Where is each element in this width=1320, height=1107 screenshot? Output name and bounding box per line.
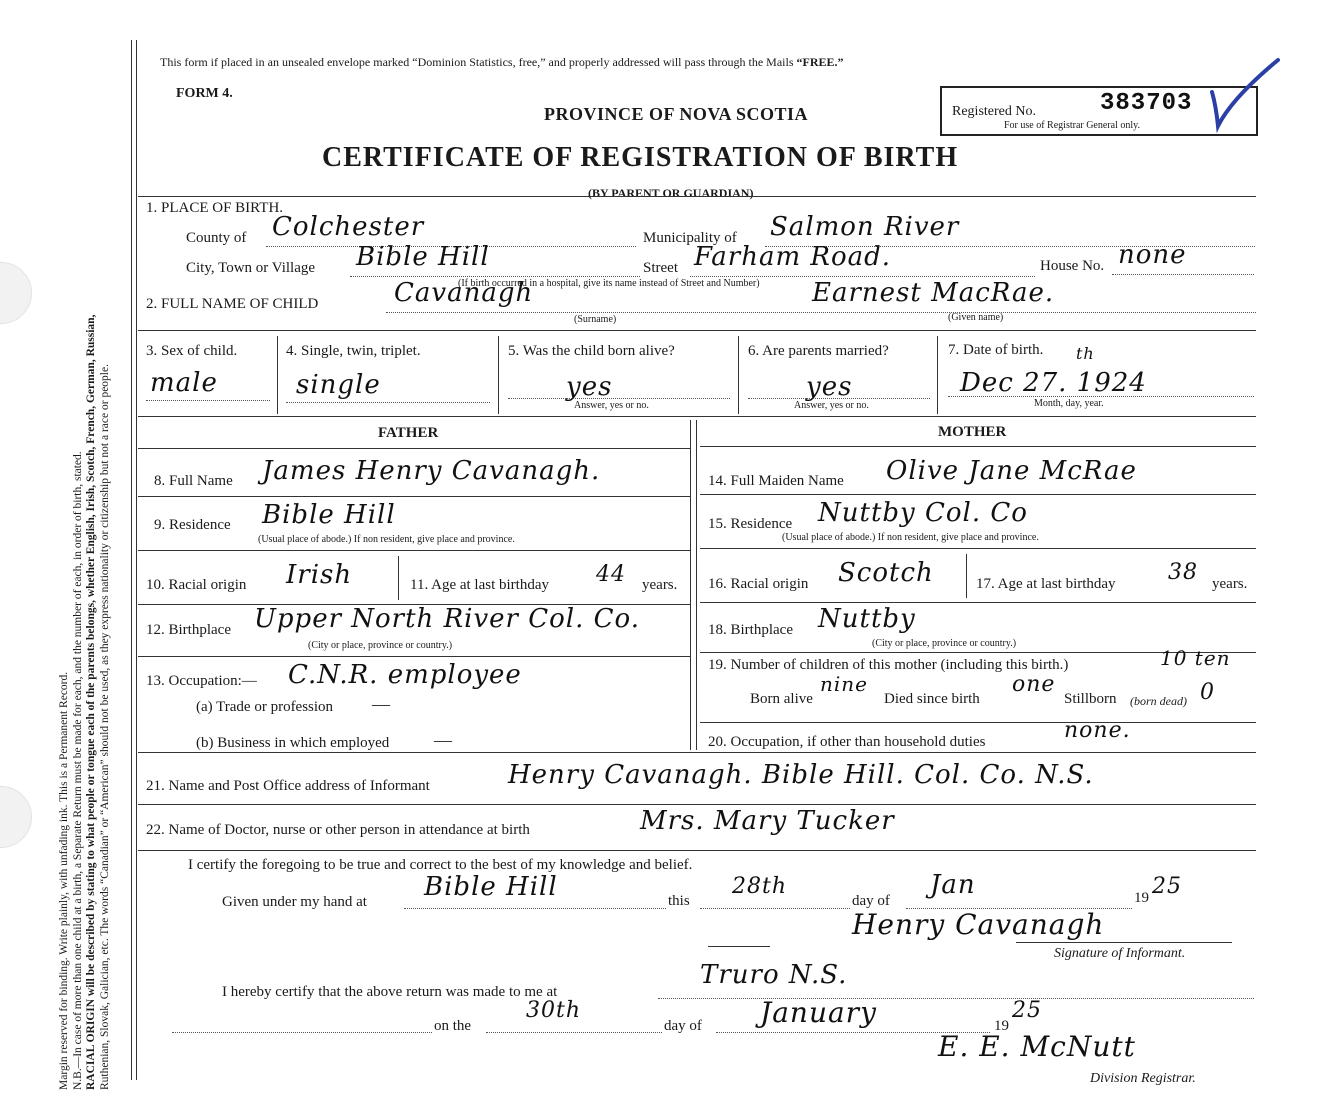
father-racial-value: Irish xyxy=(286,560,353,590)
father-trade-label: (a) Trade or profession xyxy=(196,699,334,715)
certificate-subtitle: (BY PARENT OR GUARDIAN) xyxy=(588,186,754,200)
certificate-title: CERTIFICATE OF REGISTRATION OF BIRTH xyxy=(322,142,959,173)
rule-informant-top xyxy=(138,752,1256,753)
date-of-birth-mark: th xyxy=(1076,344,1095,363)
sex-label: 3. Sex of child. xyxy=(146,343,238,359)
father-birthplace-label: 12. Birthplace xyxy=(146,622,231,638)
mother-racial-value: Scotch xyxy=(838,558,934,588)
date-of-birth-label: 7. Date of birth. xyxy=(948,342,1044,358)
certify-day-of-label: day of xyxy=(852,893,890,909)
born-alive-question-label: 5. Was the child born alive? xyxy=(508,343,675,359)
divider-married xyxy=(937,336,938,414)
binding-hole-bottom xyxy=(0,786,32,848)
rule-father-residence xyxy=(138,550,690,551)
mother-name-value: Olive Jane McRae xyxy=(886,456,1137,486)
form-number: FORM 4. xyxy=(176,86,233,101)
parents-divider-left xyxy=(690,420,691,750)
rule-signature-informant-right xyxy=(1016,942,1232,943)
born-alive-line xyxy=(508,398,730,399)
married-note: Answer, yes or no. xyxy=(794,400,869,411)
father-business-label: (b) Business in which employed xyxy=(196,735,390,751)
informant-signature: Henry Cavanagh xyxy=(852,908,1105,941)
father-trade-value: — xyxy=(372,694,390,714)
married-question-label: 6. Are parents married? xyxy=(748,343,889,359)
mother-age-label: 17. Age at last birthday xyxy=(976,576,1116,592)
plurality-value: single xyxy=(296,370,381,400)
registrar-day-line xyxy=(486,1032,662,1033)
rule-mother-racial xyxy=(700,602,1256,603)
rule-informant xyxy=(138,804,1256,805)
house-label: House No. xyxy=(1040,258,1105,274)
postal-notice-free: “FREE.” xyxy=(796,55,844,69)
certify-day-line xyxy=(700,908,850,909)
mother-residence-label: 15. Residence xyxy=(708,516,793,532)
city-line xyxy=(350,276,640,277)
rule-parents-top xyxy=(138,416,1256,417)
house-value: none xyxy=(1118,240,1187,270)
father-residence-value: Bible Hill xyxy=(262,500,396,530)
registrar-place-line xyxy=(658,998,1254,999)
certify-year-value: 25 xyxy=(1152,874,1182,899)
rule-father-birthplace xyxy=(138,656,690,657)
registrar-year-value: 25 xyxy=(1012,998,1042,1023)
margin-instructions xyxy=(58,50,112,1090)
informant-value: Henry Cavanagh. Bible Hill. Col. Co. N.S. xyxy=(508,760,1094,790)
informant-label: 21. Name and Post Office address of Informant xyxy=(146,778,430,794)
mother-occupation-value: none. xyxy=(1064,718,1131,743)
municipality-value: Salmon River xyxy=(770,212,960,242)
rule-father-heading xyxy=(138,448,690,449)
mother-children-value: 10 ten xyxy=(1160,646,1231,670)
stillborn-label: Stillborn xyxy=(1064,691,1117,707)
margin-line-4: Ruthenian, Slovak, Galician, etc. The words “Canadian” or “American” should not be used, as they express nationality or citizenship but not a race or people. xyxy=(98,364,111,1090)
certify-statement: I certify the foregoing to be true and correct to the best of my knowledge and belief. xyxy=(188,857,693,873)
certify-given-label: Given under my hand at xyxy=(222,894,367,910)
father-name-label: 8. Full Name xyxy=(154,473,233,489)
divider-alive xyxy=(738,336,739,414)
rule-mother-name xyxy=(700,494,1256,495)
certify-year-prefix: 19 xyxy=(1134,890,1149,906)
city-label: City, Town or Village xyxy=(186,260,316,276)
father-residence-note: (Usual place of abode.) If non resident, give place and province. xyxy=(258,534,515,545)
date-of-birth-line xyxy=(948,396,1254,397)
certify-this-label: this xyxy=(668,893,690,909)
doctor-label: 22. Name of Doctor, nurse or other person in attendance at birth xyxy=(146,822,530,838)
hospital-note: (If birth occurred in a hospital, give its name instead of Street and Number) xyxy=(458,278,760,289)
father-occupation-value: C.N.R. employee xyxy=(288,660,522,690)
father-name-value: James Henry Cavanagh. xyxy=(262,456,601,486)
mother-birthplace-value: Nuttby xyxy=(818,604,916,634)
stillborn-value: 0 xyxy=(1200,680,1215,705)
mother-racial-label: 16. Racial origin xyxy=(708,576,809,592)
born-alive-label: Born alive xyxy=(750,691,813,707)
certify-place-value: Bible Hill xyxy=(424,872,558,902)
postal-notice-text: This form if placed in an unsealed envelope marked “Dominion Statistics, free,” and properly addressed will pass through the Mails xyxy=(160,55,797,69)
certify-place-line xyxy=(404,908,666,909)
rule-mother-heading xyxy=(700,446,1256,447)
father-racial-label: 10. Racial origin xyxy=(146,577,247,593)
doctor-value: Mrs. Mary Tucker xyxy=(640,806,895,836)
died-since-birth-label: Died since birth xyxy=(884,691,980,707)
father-age-label: 11. Age at last birthday xyxy=(410,577,549,593)
place-of-birth-heading: 1. PLACE OF BIRTH. xyxy=(146,200,284,216)
child-surname: Cavanagh xyxy=(394,278,534,308)
mother-residence-value: Nuttby Col. Co xyxy=(818,498,1028,528)
registrar-place-value: Truro N.S. xyxy=(700,960,848,990)
registrar-statement: I hereby certify that the above return was made to me at xyxy=(222,984,558,1000)
father-business-value: — xyxy=(434,730,452,750)
born-alive-answer: yes xyxy=(566,372,613,402)
father-residence-label: 9. Residence xyxy=(154,517,231,533)
father-occupation-label: 13. Occupation:— xyxy=(146,673,257,689)
mother-occupation-label: 20. Occupation, if other than household duties xyxy=(708,734,986,750)
divider-father-racial xyxy=(398,556,399,600)
divider-single xyxy=(498,336,499,414)
registrar-on-the-label: on the xyxy=(434,1018,472,1034)
mother-birthplace-note: (City or place, province or country.) xyxy=(872,638,1017,649)
surname-note: (Surname) xyxy=(574,314,617,325)
registrar-day-value: 30th xyxy=(526,998,582,1023)
mother-residence-note: (Usual place of abode.) If non resident, give place and province. xyxy=(782,532,1039,543)
house-line xyxy=(1112,274,1254,275)
married-line xyxy=(748,398,930,399)
rule-top xyxy=(138,196,1256,197)
registrar-lead-line xyxy=(172,1032,432,1033)
born-alive-value: nine xyxy=(820,672,868,696)
street-label: Street xyxy=(643,260,678,276)
city-value: Bible Hill xyxy=(356,242,490,272)
mother-children-label: 19. Number of children of this mother (including this birth.) xyxy=(708,657,1069,673)
date-of-birth-note: Month, day, year. xyxy=(1034,398,1104,409)
margin-rule-inner xyxy=(136,40,137,1080)
father-age-unit: years. xyxy=(642,577,678,593)
margin-line-3: RACIAL ORIGIN will be described by stating to what people or tongue each of the parents belongs, whether English, Irish, Scotch, French, German, Russian, xyxy=(85,314,97,1090)
certify-day-value: 28th xyxy=(732,874,788,899)
street-line xyxy=(690,276,1035,277)
registered-note: For use of Registrar General only. xyxy=(1004,120,1140,131)
registered-label: Registered No. xyxy=(952,104,1036,119)
married-answer: yes xyxy=(806,372,853,402)
postal-notice xyxy=(160,55,844,70)
registrar-year-prefix: 19 xyxy=(994,1018,1009,1034)
child-name-label: 2. FULL NAME OF CHILD xyxy=(146,296,319,312)
plurality-label: 4. Single, twin, triplet. xyxy=(286,343,421,359)
check-mark-icon xyxy=(1206,54,1286,134)
margin-rule-outer xyxy=(131,40,132,1080)
father-age-value: 44 xyxy=(596,562,626,587)
rule-mother-residence xyxy=(700,548,1256,549)
county-label: County of xyxy=(186,230,247,246)
margin-line-2: N.B.—In case of more than one child at a birth, a Separate Return must be made for each, and the number of each, in order of birth, stated. xyxy=(71,451,84,1090)
plurality-line xyxy=(286,402,490,403)
street-value: Farham Road. xyxy=(694,242,892,272)
county-value: Colchester xyxy=(272,212,425,242)
registrar-signature: E. E. McNutt xyxy=(938,1030,1136,1063)
rule-mother-children xyxy=(700,722,1256,723)
died-since-birth-value: one xyxy=(1012,672,1056,697)
father-birthplace-value: Upper North River Col. Co. xyxy=(254,604,640,634)
stillborn-note: (born dead) xyxy=(1130,694,1187,708)
rule-signature-informant xyxy=(708,946,770,947)
father-heading: FATHER xyxy=(378,425,439,441)
binding-hole-top xyxy=(0,262,32,324)
child-name-line xyxy=(386,312,1256,313)
province-heading: PROVINCE OF NOVA SCOTIA xyxy=(544,104,809,124)
mother-heading: MOTHER xyxy=(938,424,1007,440)
margin-line-1: Margin reserved for binding. Write plainly, with unfading ink. This is a Permanent Record. xyxy=(58,671,70,1090)
registrar-month-value: January xyxy=(760,996,877,1029)
date-of-birth-value: Dec 27. 1924 xyxy=(960,368,1147,398)
registrar-signature-label: Division Registrar. xyxy=(1090,1071,1196,1086)
sex-line xyxy=(146,400,270,401)
divider-sex xyxy=(277,336,278,414)
mother-birthplace-label: 18. Birthplace xyxy=(708,622,793,638)
sex-value: male xyxy=(150,368,218,398)
registrar-day-of-label: day of xyxy=(664,1018,702,1034)
parents-divider-right xyxy=(696,420,697,750)
given-note: (Given name) xyxy=(948,312,1004,323)
mother-age-unit: years. xyxy=(1212,576,1248,592)
born-alive-note: Answer, yes or no. xyxy=(574,400,649,411)
child-given-name: Earnest MacRae. xyxy=(812,278,1055,308)
rule-father-name xyxy=(138,496,690,497)
municipality-label: Municipality of xyxy=(643,230,737,246)
divider-mother-racial xyxy=(966,554,967,598)
father-birthplace-note: (City or place, province or country.) xyxy=(308,640,453,651)
mother-name-label: 14. Full Maiden Name xyxy=(708,473,844,489)
registered-number: 383703 xyxy=(1100,90,1193,117)
mother-age-value: 38 xyxy=(1168,560,1198,585)
rule-doctor xyxy=(138,850,1256,851)
rule-row-details-top xyxy=(138,330,1256,331)
informant-signature-label: Signature of Informant. xyxy=(1054,946,1186,961)
certify-month-value: Jan xyxy=(930,870,976,900)
